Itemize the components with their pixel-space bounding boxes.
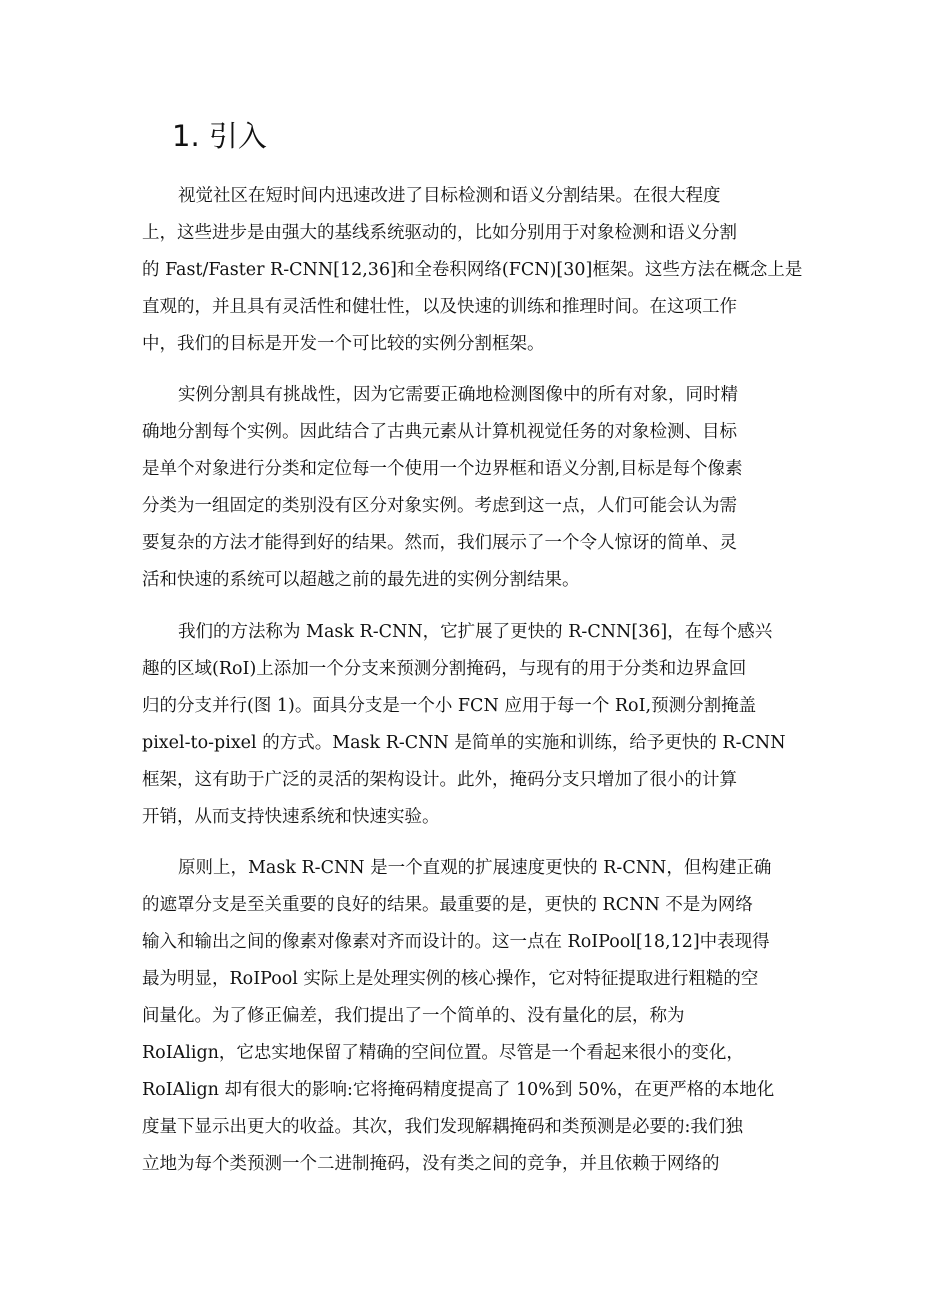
paragraph-1-line: 中，我们的目标是开发一个可比较的实例分割框架。 [142, 334, 545, 354]
paragraph-4-line: 原则上，Mask R-CNN 是一个直观的扩展速度更快的 R-CNN，但构建正确 [178, 858, 772, 878]
paragraph-2-line: 是单个对象进行分类和定位每一个使用一个边界框和语义分割,目标是每个像素 [142, 459, 743, 479]
paragraph-4-line: RoIAlign，它忠实地保留了精确的空间位置。尽管是一个看起来很小的变化， [142, 1043, 744, 1063]
paragraph-1-line: 的 Fast/Faster R-CNN[12,36]和全卷积网络(FCN)[30]框架。这些方法在概念上是 [142, 260, 803, 280]
section-heading: 1. 引入 [172, 119, 267, 153]
paragraph-4-line: 间量化。为了修正偏差，我们提出了一个简单的、没有量化的层，称为 [142, 1006, 685, 1026]
paragraph-3-line: pixel-to-pixel 的方式。Mask R-CNN 是简单的实施和训练，给予更快的 R-CNN [142, 733, 786, 753]
paragraph-2-line: 活和快速的系统可以超越之前的最先进的实例分割结果。 [142, 570, 580, 590]
paragraph-4-line: 最为明显，RoIPool 实际上是处理实例的核心操作，它对特征提取进行粗糙的空 [142, 969, 759, 989]
paragraph-4-line: RoIAlign 却有很大的影响:它将掩码精度提高了 10%到 50%，在更严格的本地化 [142, 1080, 775, 1100]
paragraph-1-line: 视觉社区在短时间内迅速改进了目标检测和语义分割结果。在很大程度 [178, 186, 721, 206]
paragraph-4-line: 的遮罩分支是至关重要的良好的结果。最重要的是，更快的 RCNN 不是为网络 [142, 895, 753, 915]
paragraph-2-line: 实例分割具有挑战性，因为它需要正确地检测图像中的所有对象，同时精 [178, 385, 738, 405]
paragraph-2-line: 确地分割每个实例。因此结合了古典元素从计算机视觉任务的对象检测、目标 [142, 422, 737, 442]
paragraph-1-line: 上，这些进步是由强大的基线系统驱动的，比如分别用于对象检测和语义分割 [142, 223, 737, 243]
paragraph-3-line: 框架，这有助于广泛的灵活的架构设计。此外，掩码分支只增加了很小的计算 [142, 770, 737, 790]
paragraph-3-line: 归的分支并行(图 1)。面具分支是一个小 FCN 应用于每一个 RoI,预测分割掩盖 [142, 696, 757, 716]
paragraph-3-line: 我们的方法称为 Mask R-CNN，它扩展了更快的 R-CNN[36]，在每个感兴 [178, 622, 773, 642]
paragraph-4-line: 度量下显示出更大的收益。其次，我们发现解耦掩码和类预测是必要的:我们独 [142, 1117, 743, 1137]
paragraph-3-line: 趣的区域(RoI)上添加一个分支来预测分割掩码，与现有的用于分类和边界盒回 [142, 659, 747, 679]
paragraph-3-line: 开销，从而支持快速系统和快速实验。 [142, 807, 440, 827]
paragraph-1-line: 直观的，并且具有灵活性和健壮性，以及快速的训练和推理时间。在这项工作 [142, 297, 737, 317]
paragraph-2-line: 分类为一组固定的类别没有区分对象实例。考虑到这一点，人们可能会认为需 [142, 496, 737, 516]
paragraph-4-line: 立地为每个类预测一个二进制掩码，没有类之间的竞争，并且依赖于网络的 [142, 1154, 720, 1174]
paragraph-2-line: 要复杂的方法才能得到好的结果。然而，我们展示了一个令人惊讶的简单、灵 [142, 533, 737, 553]
paragraph-4-line: 输入和输出之间的像素对像素对齐而设计的。这一点在 RoIPool[18,12]中表现得 [142, 932, 770, 952]
